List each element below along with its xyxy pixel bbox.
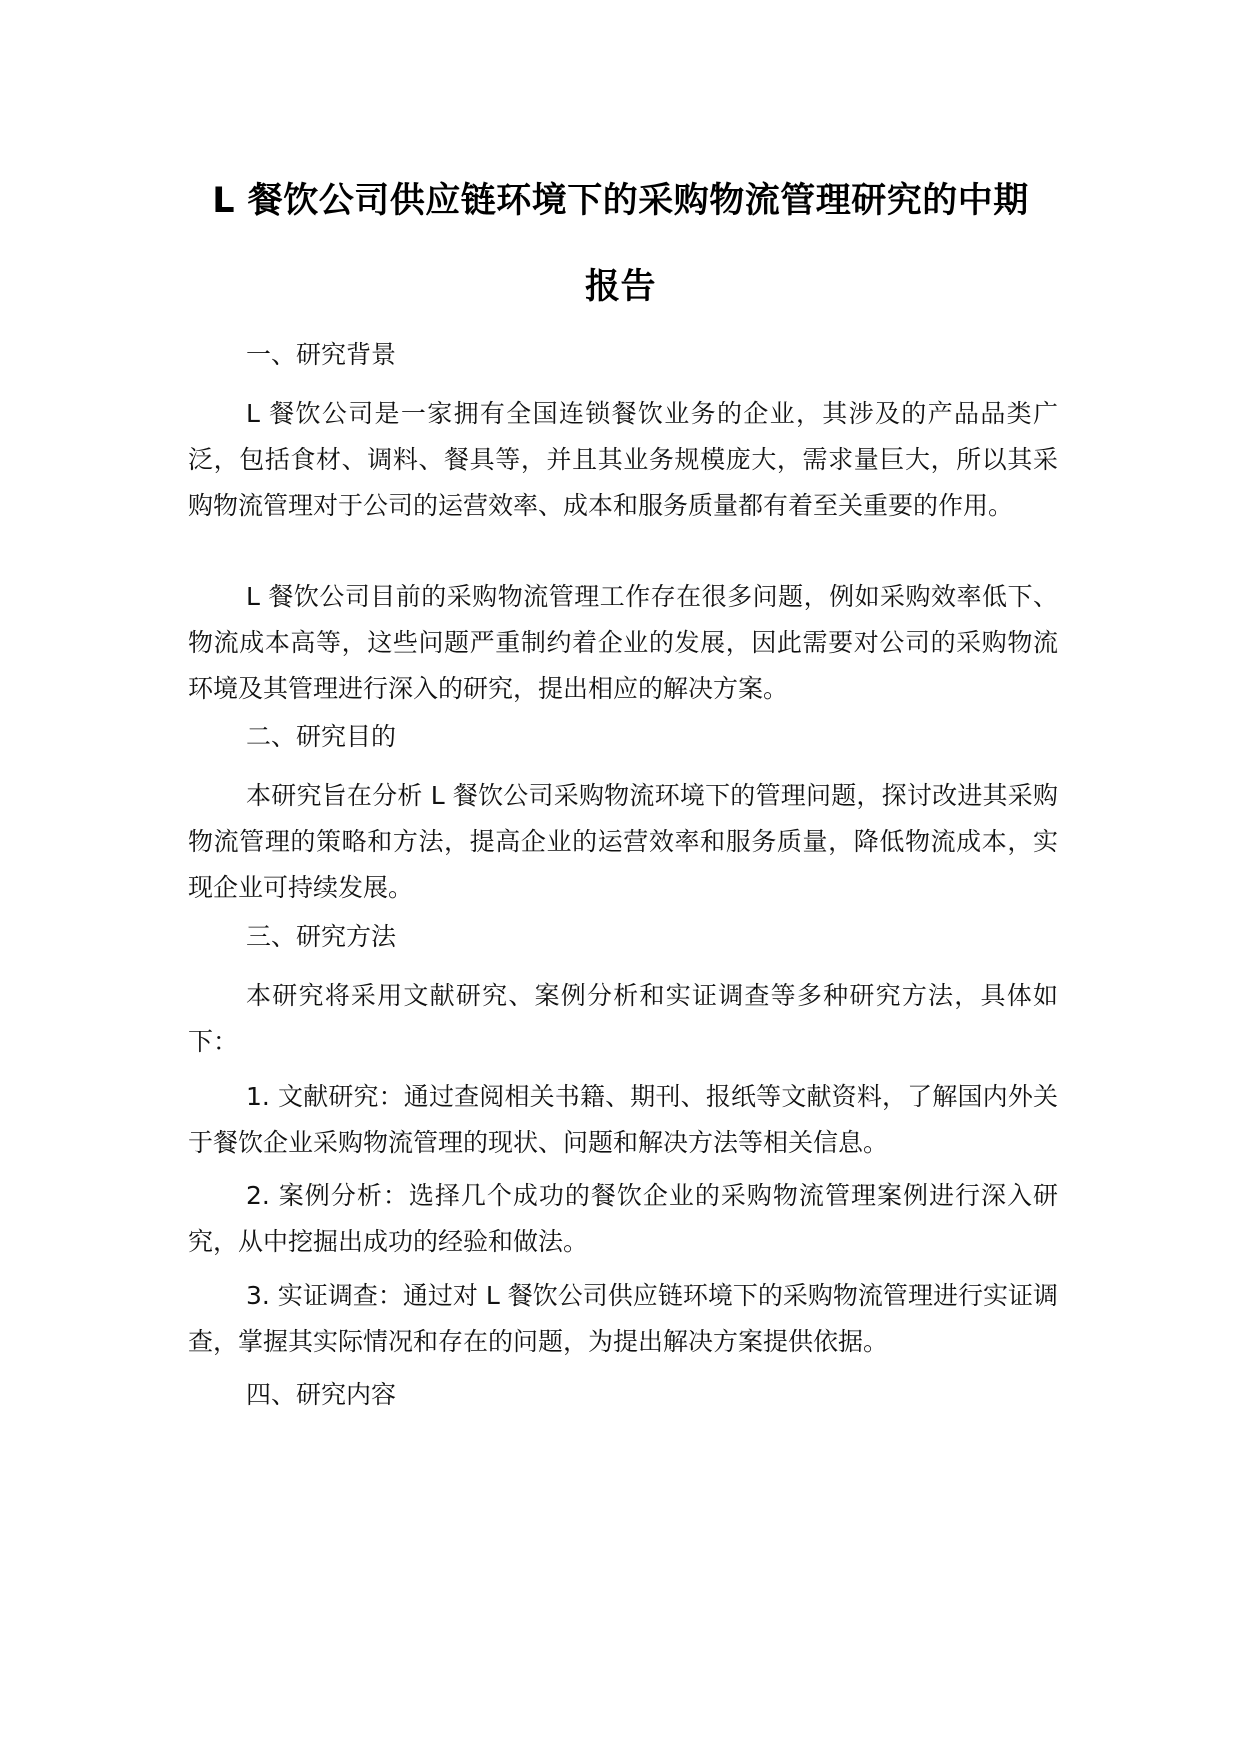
paragraph-background-1: L 餐饮公司是一家拥有全国连锁餐饮业务的企业，其涉及的产品品类广泛，包括食材、调料、餐具等，并且其业务规模庞大，需求量巨大，所以其采购物流管理对于公司的运营效率、成本和服务质量都有着至关重要的作用。 xyxy=(188,399,1058,520)
paragraph-method-survey: 3. 实证调查：通过对 L 餐饮公司供应链环境下的采购物流管理进行实证调查，掌握其实际情况和存在的问题，为提出解决方案提供依据。 xyxy=(188,1281,1058,1356)
paragraph-purpose: 本研究旨在分析 L 餐饮公司采购物流环境下的管理问题，探讨改进其采购物流管理的策略和方法，提高企业的运营效率和服务质量，降低物流成本，实现企业可持续发展。 xyxy=(188,781,1058,902)
section-heading-background: 一、研究背景 xyxy=(246,340,397,369)
paragraph-method-intro: 本研究将采用文献研究、案例分析和实证调查等多种研究方法，具体如下： xyxy=(188,981,1058,1056)
section-heading-content: 四、研究内容 xyxy=(246,1380,397,1409)
paragraph-method-case: 2. 案例分析：选择几个成功的餐饮企业的采购物流管理案例进行深入研究，从中挖掘出成功的经验和做法。 xyxy=(188,1181,1058,1256)
section-heading-purpose: 二、研究目的 xyxy=(246,722,397,751)
document-title-line-1: L 餐饮公司供应链环境下的采购物流管理研究的中期 xyxy=(212,181,1029,221)
paragraph-method-literature: 1. 文献研究：通过查阅相关书籍、期刊、报纸等文献资料，了解国内外关于餐饮企业采购物流管理的现状、问题和解决方法等相关信息。 xyxy=(188,1082,1058,1157)
paragraph-background-2: L 餐饮公司目前的采购物流管理工作存在很多问题，例如采购效率低下、物流成本高等，这些问题严重制约着企业的发展，因此需要对公司的采购物流环境及其管理进行深入的研究，提出相应的解决方案。 xyxy=(188,582,1058,703)
section-heading-method: 三、研究方法 xyxy=(246,922,397,951)
document-title-line-2: 报告 xyxy=(584,267,656,307)
